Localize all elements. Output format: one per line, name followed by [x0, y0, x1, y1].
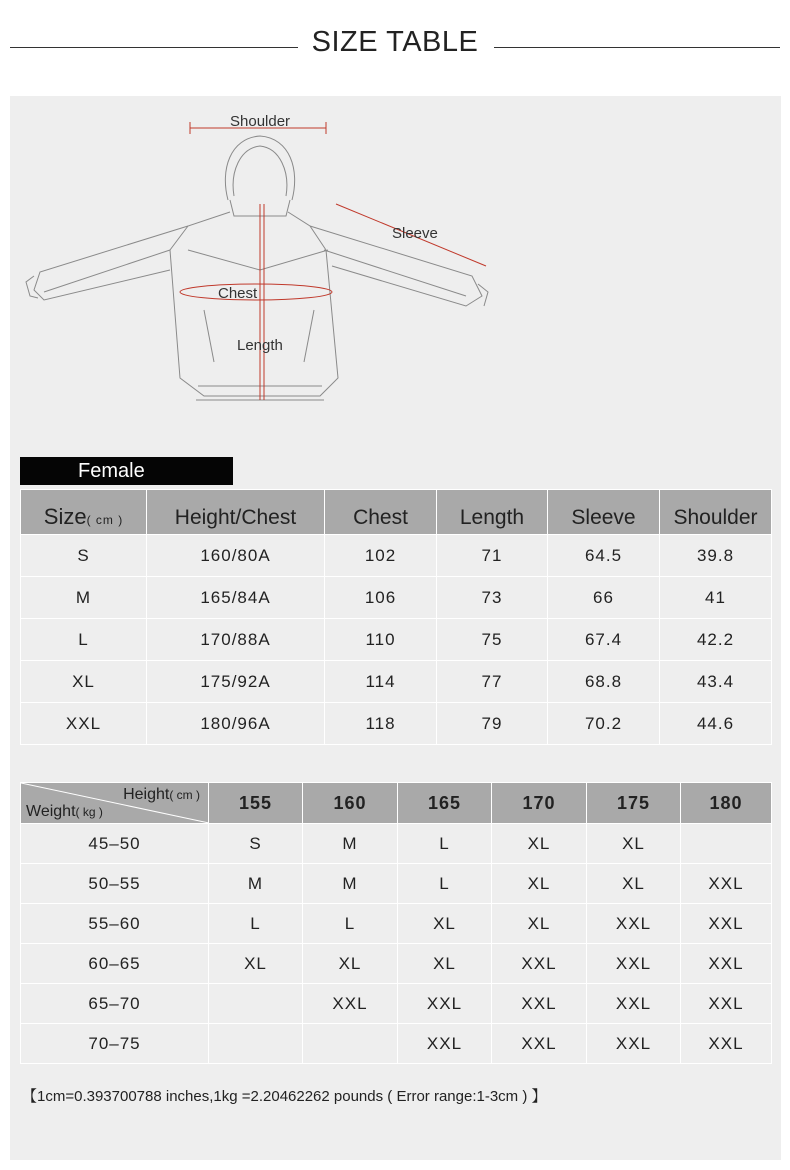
- weight-table-header-row: [21, 783, 772, 824]
- table-cell: XL: [209, 944, 303, 984]
- table-cell: [209, 984, 303, 1024]
- table-cell: 175/92A: [147, 661, 325, 703]
- table-cell: XXL: [587, 1024, 681, 1064]
- table-cell: 70–75: [21, 1024, 209, 1064]
- table-cell: XL: [492, 864, 587, 904]
- table-cell: XL: [21, 661, 147, 703]
- table-cell: 44.6: [660, 703, 772, 745]
- table-cell: XXL: [681, 944, 772, 984]
- table-cell: 160/80A: [147, 535, 325, 577]
- table-cell: 73: [437, 577, 548, 619]
- table-cell: 75: [437, 619, 548, 661]
- table-cell: XXL: [398, 1024, 492, 1064]
- table-cell: S: [209, 824, 303, 864]
- weight-axis-label: Weight( kg ): [26, 803, 103, 820]
- height-170: 170: [492, 783, 587, 824]
- table-cell: [681, 824, 772, 864]
- table-cell: XXL: [587, 904, 681, 944]
- table-cell: S: [21, 535, 147, 577]
- height-180: 180: [681, 783, 772, 824]
- table-cell: 170/88A: [147, 619, 325, 661]
- table-cell: XL: [492, 824, 587, 864]
- header-length: Length: [437, 490, 548, 535]
- table-cell: L: [21, 619, 147, 661]
- table-cell: L: [209, 904, 303, 944]
- table-cell: 66: [548, 577, 660, 619]
- table-cell: XXL: [21, 703, 147, 745]
- weight-table-row: [21, 944, 772, 984]
- table-cell: 42.2: [660, 619, 772, 661]
- table-cell: 55–60: [21, 904, 209, 944]
- table-cell: L: [303, 904, 398, 944]
- table-cell: XXL: [303, 984, 398, 1024]
- table-cell: XXL: [681, 904, 772, 944]
- height-165: 165: [398, 783, 492, 824]
- table-cell: 45–50: [21, 824, 209, 864]
- header-shoulder: Shoulder: [660, 490, 772, 535]
- table-cell: XL: [303, 944, 398, 984]
- diagram-label-shoulder: Shoulder: [230, 113, 291, 130]
- title-row: [0, 0, 790, 96]
- height-155: 155: [209, 783, 303, 824]
- height-axis-label: Height( cm ): [123, 786, 200, 803]
- table-cell: XL: [587, 864, 681, 904]
- header-chest: Chest: [325, 490, 437, 535]
- table-cell: 50–55: [21, 864, 209, 904]
- title-divider-left: [10, 47, 298, 48]
- table-cell: XXL: [492, 1024, 587, 1064]
- table-cell: 65–70: [21, 984, 209, 1024]
- table-cell: XXL: [587, 944, 681, 984]
- size-table-row: [21, 535, 772, 577]
- height-160: 160: [303, 783, 398, 824]
- conversion-note: 【1cm=0.393700788 inches,1kg =2.20462262 pounds ( Error range:1-3cm ) 】: [22, 1088, 547, 1105]
- table-cell: 77: [437, 661, 548, 703]
- table-cell: 71: [437, 535, 548, 577]
- table-cell: 39.8: [660, 535, 772, 577]
- weight-table: [20, 782, 772, 1064]
- height-175: 175: [587, 783, 681, 824]
- weight-table-row: [21, 824, 772, 864]
- table-cell: M: [21, 577, 147, 619]
- size-table-row: [21, 619, 772, 661]
- table-cell: XXL: [587, 984, 681, 1024]
- table-cell: XL: [398, 904, 492, 944]
- table-cell: XXL: [681, 864, 772, 904]
- header-sleeve: Sleeve: [548, 490, 660, 535]
- table-cell: 79: [437, 703, 548, 745]
- table-cell: M: [303, 864, 398, 904]
- title-divider-right: [494, 47, 780, 48]
- diagram-label-chest: Chest: [218, 285, 258, 302]
- table-cell: 64.5: [548, 535, 660, 577]
- table-cell: 114: [325, 661, 437, 703]
- table-cell: 102: [325, 535, 437, 577]
- weight-table-row: [21, 1024, 772, 1064]
- table-cell: XXL: [492, 944, 587, 984]
- size-table-row: [21, 577, 772, 619]
- table-cell: L: [398, 864, 492, 904]
- table-cell: M: [303, 824, 398, 864]
- section-label-female: Female: [20, 457, 233, 485]
- table-cell: 70.2: [548, 703, 660, 745]
- size-table-row: [21, 661, 772, 703]
- page-title: SIZE TABLE: [311, 26, 479, 58]
- weight-height-corner: [21, 783, 209, 824]
- table-cell: XXL: [398, 984, 492, 1024]
- table-cell: XXL: [681, 984, 772, 1024]
- table-cell: XL: [492, 904, 587, 944]
- table-cell: 118: [325, 703, 437, 745]
- diagram-label-length: Length: [237, 337, 283, 354]
- table-cell: XL: [587, 824, 681, 864]
- jacket-diagram: [20, 100, 500, 420]
- table-cell: XXL: [681, 1024, 772, 1064]
- table-cell: 67.4: [548, 619, 660, 661]
- weight-table-row: [21, 984, 772, 1024]
- diagram-label-sleeve: Sleeve: [392, 225, 438, 242]
- header-height-chest: Height/Chest: [147, 490, 325, 535]
- table-cell: L: [398, 824, 492, 864]
- table-cell: XXL: [492, 984, 587, 1024]
- weight-table-row: [21, 904, 772, 944]
- weight-table-row: [21, 864, 772, 904]
- table-cell: 68.8: [548, 661, 660, 703]
- size-table-row: [21, 703, 772, 745]
- table-cell: 43.4: [660, 661, 772, 703]
- table-cell: XL: [398, 944, 492, 984]
- table-cell: 110: [325, 619, 437, 661]
- size-table-header-row: [21, 490, 772, 535]
- table-cell: 165/84A: [147, 577, 325, 619]
- table-cell: 106: [325, 577, 437, 619]
- header-size: Size( cm ): [21, 490, 147, 535]
- table-cell: 180/96A: [147, 703, 325, 745]
- table-cell: [303, 1024, 398, 1064]
- table-cell: M: [209, 864, 303, 904]
- table-cell: 41: [660, 577, 772, 619]
- table-cell: 60–65: [21, 944, 209, 984]
- size-table: [20, 489, 772, 745]
- table-cell: [209, 1024, 303, 1064]
